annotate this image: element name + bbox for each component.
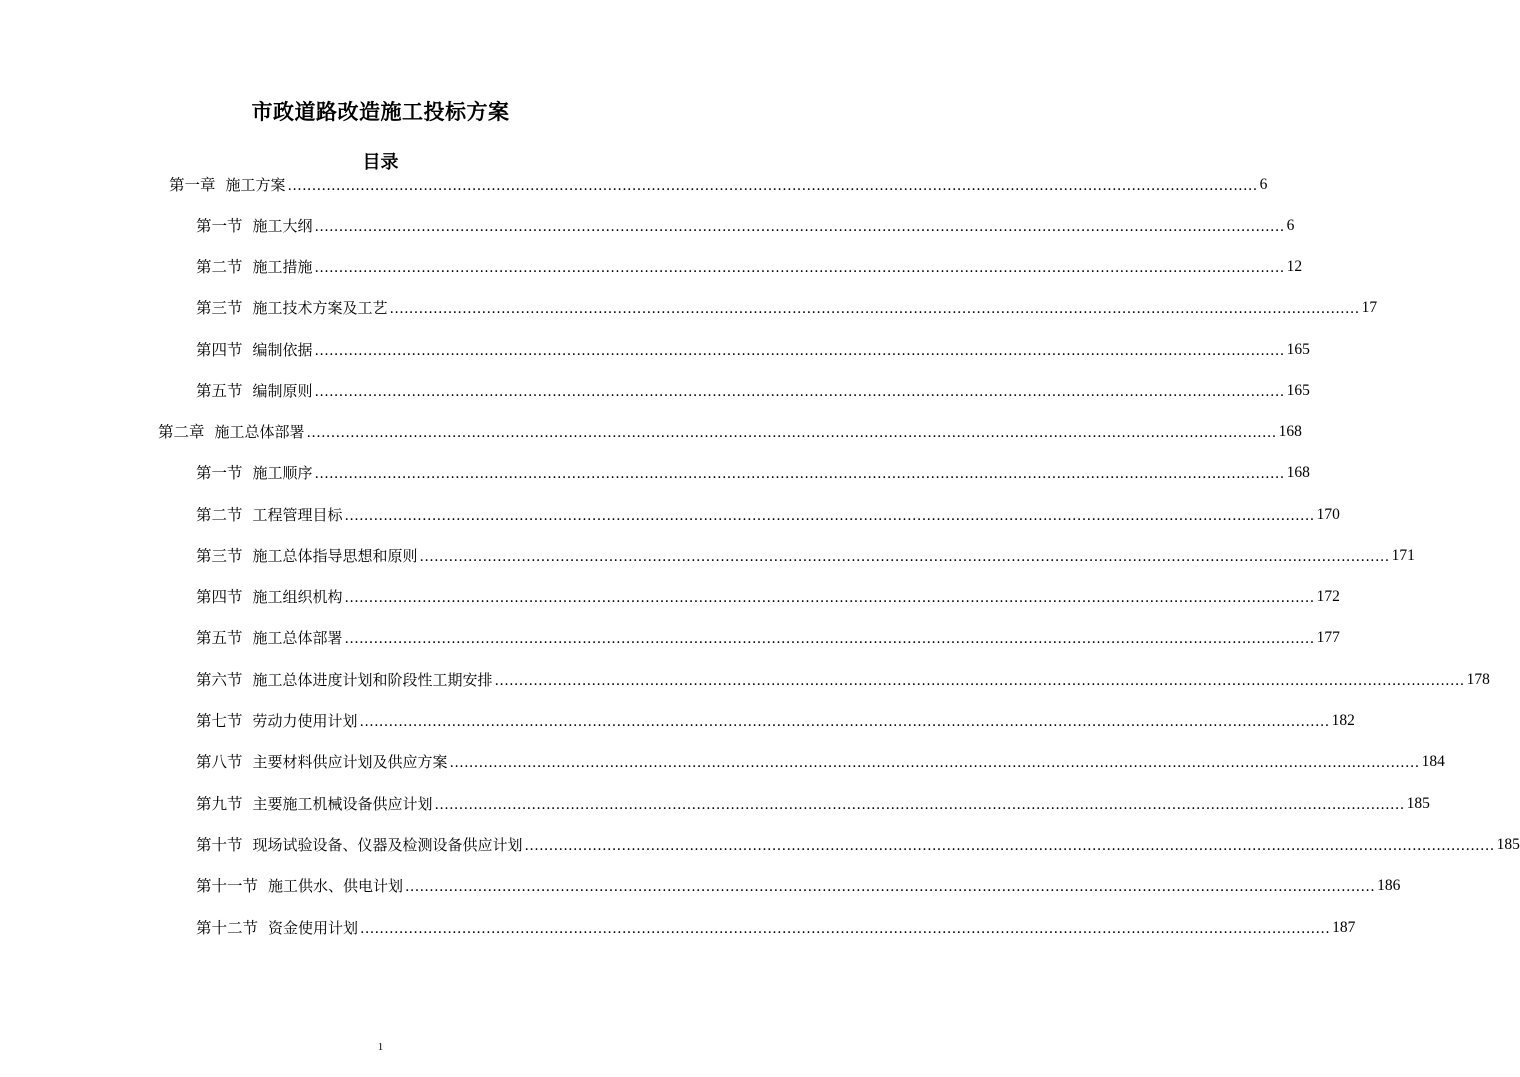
toc-entry-title: 现场试验设备、仪器及检测设备供应计划	[252, 836, 523, 854]
toc-entry-number: 第五节	[196, 629, 243, 647]
toc-entry-number: 第八节	[196, 753, 243, 771]
toc-entry[interactable]	[158, 421, 1302, 443]
toc-entry-page: 187	[1332, 919, 1356, 936]
toc-entry-page: 12	[1286, 258, 1303, 275]
toc-entry-title: 施工总体部署	[252, 629, 343, 647]
toc-leader: ........................................................................................................................................................................................................	[360, 921, 1331, 937]
toc-entry[interactable]	[196, 710, 1355, 732]
toc-leader: ........................................................................................................................................................................................................	[314, 466, 1285, 482]
toc-entry[interactable]	[196, 462, 1310, 484]
toc-entry[interactable]	[196, 875, 1401, 897]
toc-entry-title: 编制依据	[252, 341, 313, 359]
toc-entry[interactable]	[196, 917, 1356, 939]
toc-leader: ........................................................................................................................................................................................................	[434, 797, 1405, 813]
toc-entry[interactable]	[196, 215, 1295, 237]
toc-entry-page: 182	[1331, 712, 1355, 729]
toc-entry-number: 第九节	[196, 795, 243, 813]
toc-entry-title: 主要材料供应计划及供应方案	[252, 753, 448, 771]
toc-entry-number: 第六节	[196, 671, 243, 689]
toc-entry-page: 170	[1316, 506, 1340, 523]
toc-entry-page: 165	[1286, 382, 1310, 399]
toc-entry[interactable]	[196, 545, 1415, 567]
toc-entry-number: 第十一节	[196, 877, 259, 895]
toc-entry-page: 184	[1421, 753, 1445, 770]
toc-entry-title: 施工措施	[252, 258, 313, 276]
toc-entry-page: 6	[1286, 217, 1295, 234]
toc-entry[interactable]	[169, 174, 1268, 196]
toc-entry-page: 17	[1361, 299, 1378, 316]
toc-leader: ........................................................................................................................................................................................................	[306, 425, 1277, 441]
toc-entry-title: 施工供水、供电计划	[268, 877, 404, 895]
toc-entry-title: 工程管理目标	[252, 506, 343, 524]
toc-leader: ........................................................................................................................................................................................................	[314, 384, 1285, 400]
toc-entry[interactable]	[196, 834, 1520, 856]
toc-entry-number: 第二章	[158, 423, 205, 441]
toc-entry-title: 施工方案	[225, 176, 286, 194]
toc-leader: ........................................................................................................................................................................................................	[344, 590, 1315, 606]
toc-entry-number: 第四节	[196, 341, 243, 359]
toc-leader: ........................................................................................................................................................................................................	[449, 755, 1420, 771]
toc-entry-page: 186	[1377, 877, 1401, 894]
toc-leader: ........................................................................................................................................................................................................	[359, 714, 1330, 730]
toc-leader: ........................................................................................................................................................................................................	[287, 178, 1258, 194]
toc-entry-page: 6	[1259, 176, 1268, 193]
toc-entry[interactable]	[196, 297, 1378, 319]
toc-leader: ........................................................................................................................................................................................................	[494, 673, 1465, 689]
toc-entry-page: 165	[1286, 341, 1310, 358]
toc-entry-title: 施工技术方案及工艺	[252, 299, 388, 317]
toc-leader: ........................................................................................................................................................................................................	[419, 549, 1390, 565]
toc-entry-title: 资金使用计划	[268, 919, 359, 937]
toc-entry-title: 编制原则	[252, 382, 313, 400]
toc-entry-title: 施工总体指导思想和原则	[252, 547, 418, 565]
toc-entry-number: 第二节	[196, 506, 243, 524]
toc-entry-page: 185	[1496, 836, 1520, 853]
toc-leader: ........................................................................................................................................................................................................	[405, 879, 1376, 895]
toc-leader: ........................................................................................................................................................................................................	[314, 343, 1285, 359]
toc-entry-number: 第四节	[196, 588, 243, 606]
toc-entry-title: 施工顺序	[252, 464, 313, 482]
toc-entry-title: 施工组织机构	[252, 588, 343, 606]
toc-entry-number: 第十节	[196, 836, 243, 854]
toc-entry-number: 第七节	[196, 712, 243, 730]
toc-entry[interactable]	[196, 256, 1303, 278]
toc-entry-number: 第一章	[169, 176, 216, 194]
toc-entry[interactable]	[196, 504, 1340, 526]
toc-leader: ........................................................................................................................................................................................................	[524, 838, 1495, 854]
toc-entry-number: 第三节	[196, 547, 243, 565]
toc-entry[interactable]	[196, 339, 1310, 361]
document-title: 市政道路改造施工投标方案	[251, 100, 510, 124]
toc-entry-title: 施工大纲	[252, 217, 313, 235]
toc-entry-number: 第一节	[196, 217, 243, 235]
toc-leader: ........................................................................................................................................................................................................	[314, 219, 1285, 235]
toc-entry-page: 177	[1316, 629, 1340, 646]
toc-entry-title: 劳动力使用计划	[252, 712, 358, 730]
toc-entry-number: 第十二节	[196, 919, 259, 937]
toc-entry[interactable]	[196, 669, 1490, 691]
toc-entry-number: 第五节	[196, 382, 243, 400]
toc-entry-page: 168	[1286, 464, 1310, 481]
page-number: 1	[377, 1041, 384, 1053]
toc-heading: 目录	[362, 152, 399, 173]
toc-entry[interactable]	[196, 751, 1445, 773]
toc-entry[interactable]	[196, 793, 1430, 815]
toc-entry[interactable]	[196, 627, 1340, 649]
toc-entry-title: 施工总体进度计划和阶段性工期安排	[252, 671, 493, 689]
toc-leader: ........................................................................................................................................................................................................	[344, 508, 1315, 524]
toc-entry-page: 172	[1316, 588, 1340, 605]
toc-entry-page: 185	[1406, 795, 1430, 812]
toc-leader: ........................................................................................................................................................................................................	[314, 260, 1285, 276]
toc-entry[interactable]	[196, 380, 1310, 402]
toc-leader: ........................................................................................................................................................................................................	[389, 301, 1360, 317]
toc-entry-number: 第一节	[196, 464, 243, 482]
toc-entry-title: 主要施工机械设备供应计划	[252, 795, 433, 813]
toc-entry-number: 第二节	[196, 258, 243, 276]
toc-leader: ........................................................................................................................................................................................................	[344, 631, 1315, 647]
toc-entry-page: 171	[1391, 547, 1415, 564]
toc-entry-page: 178	[1466, 671, 1490, 688]
toc-entry-title: 施工总体部署	[214, 423, 305, 441]
toc-entry-number: 第三节	[196, 299, 243, 317]
toc-entry-page: 168	[1278, 423, 1302, 440]
toc-entry[interactable]	[196, 586, 1340, 608]
